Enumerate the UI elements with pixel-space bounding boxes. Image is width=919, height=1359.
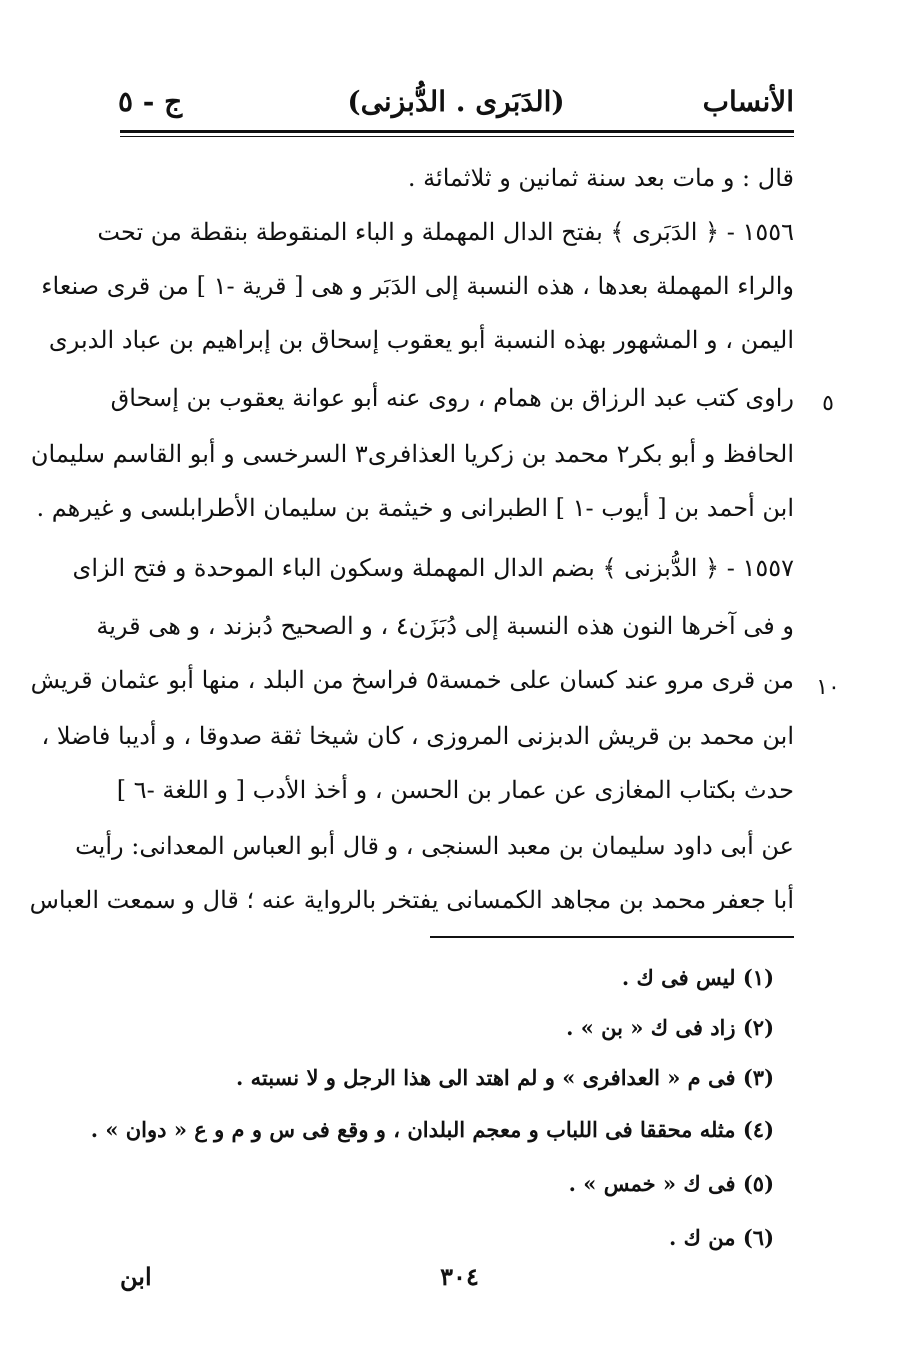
text-line: ابن أحمد بن [ أيوب -١ ] الطبرانى و خيثمة بن سليمان الأطرابلسى و غيرهم . [36,494,794,522]
entry-1556-heading-line: ١٥٥٦ - ﴿ الدَبَرى ﴾ بفتح الدال المهملة و الباء المنقوطة بنقطة من تحت [97,218,794,246]
text-line: والراء المهملة بعدها ، هذه النسبة إلى الدَبَر و هى [ قرية -١ ] من قرى صنعاء [41,272,794,300]
footnote-6: (٦) من ك . [669,1225,774,1250]
text-line: راوى كتب عبد الرزاق بن همام ، روى عنه أبو عوانة يعقوب بن إسحاق [110,384,794,412]
header-rule-thin [120,136,794,137]
line-number-10: ١٠ [816,675,840,700]
book-title: الأنساب [702,85,794,118]
running-head: (الدَبَرى . الدُّبزنى) [347,85,565,118]
text-line: اليمن ، و المشهور بهذه النسبة أبو يعقوب إسحاق بن إبراهيم بن عباد الدبرى [48,326,794,354]
text-line: أبا جعفر محمد بن مجاهد الكمسانى يفتخر بالرواية عنه ؛ قال و سمعت العباس [29,886,794,914]
footnote-5: (٥) فى ك « خمس » . [568,1171,774,1196]
catchword: ابن [120,1262,152,1291]
text-line: و فى آخرها النون هذه النسبة إلى دُبَزَن٤ ، و الصحيح دُبزند ، و هى قرية [96,612,794,640]
footnote-1: (١) ليس فى ك . [621,965,774,990]
footnote-separator [430,936,794,938]
footnote-2: (٢) زاد فى ك « بن » . [566,1015,774,1040]
page-number: ٣٠٤ [440,1262,479,1291]
text-line: الحافظ و أبو بكر٢ محمد بن زكريا العذافرى٣ السرخسى و أبو القاسم سليمان [30,440,794,468]
volume-label: ج - ٥ [118,85,183,118]
header-rule-thick [120,130,794,133]
footnote-4: (٤) مثله محققا فى اللباب و معجم البلدان ، و وقع فى س و م و ع « دوان » . [90,1117,774,1142]
line-number-5: ٥ [822,391,834,416]
text-line: من قرى مرو عند كسان على خمسة٥ فراسخ من البلد ، منها أبو عثمان قريش [30,666,794,694]
text-line: ابن محمد بن قريش الدبزنى المروزى ، كان شيخا ثقة صدوقا ، و أديبا فاضلا ، [41,722,794,750]
entry-1557-heading-line: ١٥٥٧ - ﴿ الدُّبزنى ﴾ بضم الدال المهملة وسكون الباء الموحدة و فتح الزاى [72,554,794,582]
text-line: قال : و مات بعد سنة ثمانين و ثلاثمائة . [407,164,794,192]
footnote-3: (٣) فى م « العدافرى » و لم اهتد الى هذا الرجل و لا نسبته . [236,1065,774,1090]
text-line: حدث بكتاب المغازى عن عمار بن الحسن ، و أخذ الأدب [ و اللغة -٦ ] [116,776,794,804]
text-line: عن أبى داود سليمان بن معبد السنجى ، و قال أبو العباس المعدانى: رأيت [75,832,794,860]
page-header [118,85,794,129]
